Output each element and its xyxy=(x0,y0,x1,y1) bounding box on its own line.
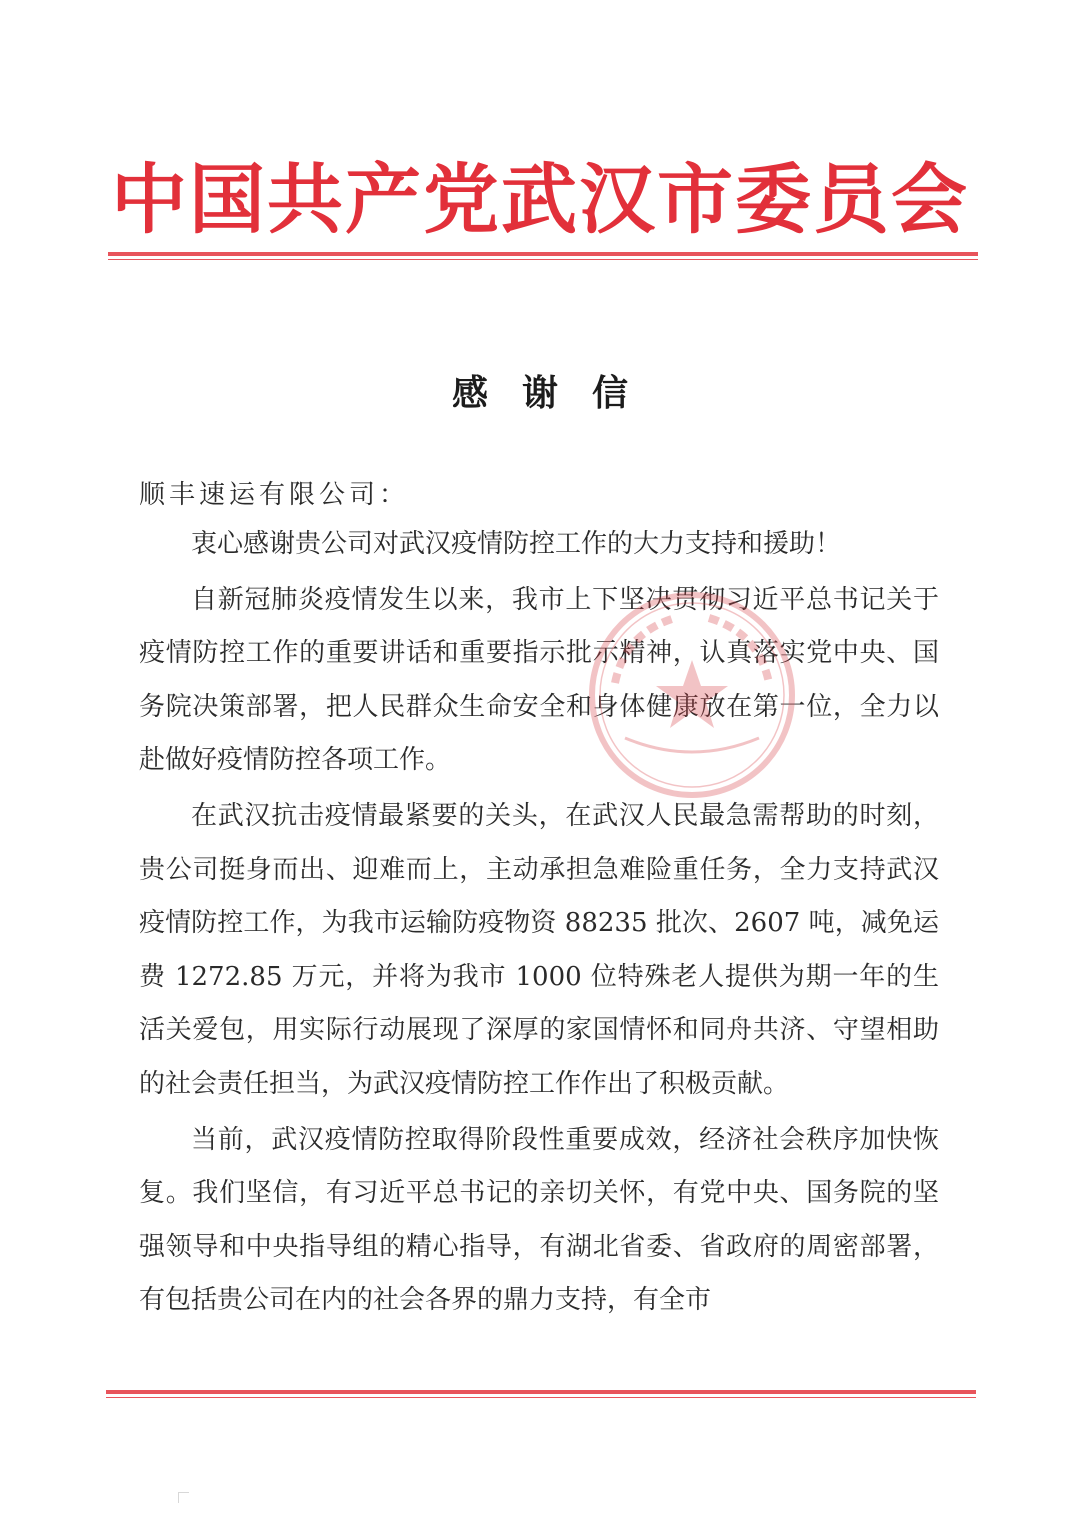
body-paragraph: 自新冠肺炎疫情发生以来，我市上下坚决贯彻习近平总书记关于疫情防控工作的重要讲话和重要指示批示精神，认真落实党中央、国务院决策部署，把人民群众生命安全和身体健康放在第一位，全力以赴做好疫情防控各项工作。 xyxy=(139,584,939,776)
letter-body xyxy=(139,518,939,1328)
salutation: 顺丰速运有限公司： xyxy=(139,480,410,510)
scan-corner-mark xyxy=(178,1492,189,1503)
letterhead-divider xyxy=(108,252,978,260)
letterhead-organization: 中国共产党武汉市委员会 xyxy=(111,155,969,244)
body-paragraph: 当前，武汉疫情防控取得阶段性重要成效，经济社会秩序加快恢复。我们坚信，有习近平总书记的亲切关怀，有党中央、国务院的坚强领导和中央指导组的精心指导，有湖北省委、省政府的周密部署，有包括贵公司在内的社会各界的鼎力支持，有全市 xyxy=(139,1124,939,1316)
body-paragraph: 衷心感谢贵公司对武汉疫情防控工作的大力支持和援助！ xyxy=(191,529,842,559)
footer-divider xyxy=(106,1390,976,1398)
document-title: 感谢信 xyxy=(451,372,662,414)
body-paragraph: 在武汉抗击疫情最紧要的关头，在武汉人民最急需帮助的时刻，贵公司挺身而出、迎难而上，主动承担急难险重任务，全力支持武汉疫情防控工作，为我市运输防疫物资 88235 批次、2607 吨，减免运费 1272.85 万元，并将为我市 1000 位特殊老人提供为期一年的生活关爱包，用实际行动展现了深厚的家国情怀和同舟共济、守望相助的社会责任担当，为武汉疫情防控工作作出了积极贡献。 xyxy=(139,800,939,1099)
